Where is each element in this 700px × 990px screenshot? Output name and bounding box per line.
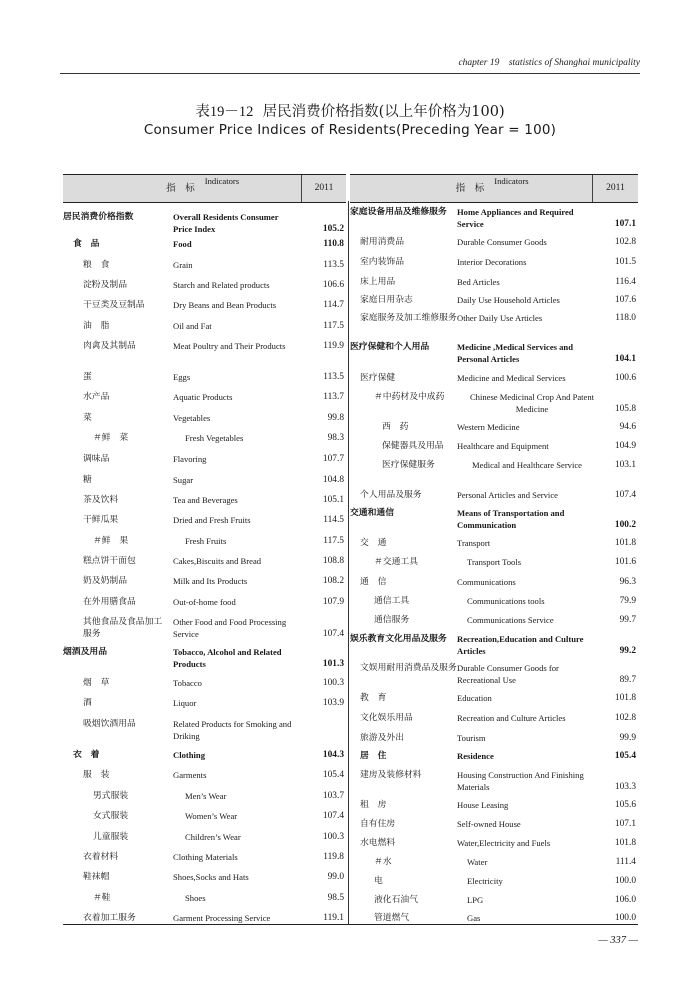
value-2011: 100.3 bbox=[322, 832, 344, 842]
value-2011: 79.9 bbox=[619, 596, 636, 606]
indicator-cn: 通 信 bbox=[360, 577, 387, 587]
value-2011: 101.3 bbox=[322, 659, 344, 669]
indicator-cn: 教 育 bbox=[360, 693, 387, 703]
indicator-cn: 菜 bbox=[83, 413, 92, 423]
value-2011: 108.8 bbox=[322, 556, 344, 566]
indicator-en: Durable Consumer Goods for Recreational Use bbox=[457, 663, 559, 685]
value-2011: 119.8 bbox=[323, 852, 344, 862]
indicator-en: Water bbox=[467, 857, 488, 867]
indicator-en: Tea and Beverages bbox=[173, 495, 238, 505]
indicator-en: Out-of-home food bbox=[173, 597, 236, 607]
indicator-en: Self-owned House bbox=[457, 819, 521, 829]
value-2011: 89.7 bbox=[619, 675, 636, 685]
indicator-cn: 粮 食 bbox=[83, 260, 110, 270]
indicator-cn: 衣 着 bbox=[73, 750, 100, 760]
title-prefix: 表 bbox=[195, 104, 210, 120]
value-2011: 110.8 bbox=[323, 239, 344, 249]
indicator-cn: 自有住房 bbox=[360, 819, 396, 829]
indicator-cn: 吸烟饮酒用品 bbox=[83, 719, 136, 729]
value-2011: 116.4 bbox=[615, 277, 636, 287]
value-2011: 113.5 bbox=[323, 260, 344, 270]
indicator-en: Housing Construction And Finishing Materials bbox=[457, 770, 584, 792]
indicator-cn: 电 bbox=[374, 876, 383, 886]
value-2011: 105.6 bbox=[614, 800, 636, 810]
indicator-en: LPG bbox=[467, 895, 484, 905]
indicator-en: Communications bbox=[457, 577, 516, 587]
indicator-cn: 蛋 bbox=[83, 372, 92, 382]
value-2011: 99.0 bbox=[327, 872, 344, 882]
indicator-cn: 耐用消费品 bbox=[360, 237, 404, 247]
indicator-cn: 男式服装 bbox=[93, 791, 129, 801]
header-rule bbox=[60, 73, 640, 74]
indicator-en: Tourism bbox=[457, 733, 486, 743]
value-2011: 111.4 bbox=[615, 857, 636, 867]
indicator-cn: 通信工具 bbox=[374, 596, 410, 606]
indicator-cn: 个人用品及服务 bbox=[360, 490, 422, 500]
value-2011: 117.5 bbox=[323, 321, 344, 331]
indicator-en: Shoes bbox=[185, 893, 206, 903]
indicator-cn: 文化娱乐用品 bbox=[360, 713, 413, 723]
value-2011: 107.1 bbox=[614, 819, 636, 829]
indicator-cn: 服 装 bbox=[83, 770, 110, 780]
indicator-cn: 水电燃料 bbox=[360, 838, 396, 848]
indicator-en: Tobacco, Alcohol and Related Products bbox=[173, 647, 282, 669]
value-2011: 107.6 bbox=[614, 295, 636, 305]
indicator-en: Milk and Its Products bbox=[173, 576, 248, 586]
indicator-cn: 交 通 bbox=[360, 538, 387, 548]
indicator-en: Home Appliances and Required Service bbox=[457, 207, 574, 229]
indicator-en: Cakes,Biscuits and Bread bbox=[173, 556, 262, 566]
indicator-en: Residence bbox=[457, 751, 494, 761]
indicator-header bbox=[63, 175, 298, 202]
indicator-cn: 衣着加工服务 bbox=[83, 913, 136, 923]
indicator-cn: 糖 bbox=[83, 475, 92, 485]
indicator-en: Eggs bbox=[173, 372, 191, 382]
value-2011: 107.9 bbox=[322, 597, 344, 607]
running-title: statistics of Shanghai municipality bbox=[508, 58, 640, 68]
indicator-cn: 茶及饮料 bbox=[83, 495, 119, 505]
indicator-en: Daily Use Household Articles bbox=[457, 295, 560, 305]
indicator-cn: 糕点饼干面包 bbox=[83, 556, 136, 566]
indicator-header-en: Indicators bbox=[204, 176, 240, 186]
indicator-cn: 鞋袜帽 bbox=[83, 872, 110, 882]
value-2011: 103.3 bbox=[614, 782, 636, 792]
indicator-en: Clothing Materials bbox=[173, 852, 238, 862]
indicator-en: Communications Service bbox=[467, 615, 554, 625]
value-2011: 103.9 bbox=[322, 698, 344, 708]
column-separator bbox=[348, 201, 349, 924]
value-2011: 113.5 bbox=[323, 372, 344, 382]
page-number: — 337 — bbox=[598, 935, 638, 946]
indicator-en: Women’s Wear bbox=[185, 811, 238, 821]
indicator-header bbox=[350, 175, 590, 202]
indicator-en: Interior Decorations bbox=[457, 257, 527, 267]
value-2011: 106.0 bbox=[614, 895, 636, 905]
value-2011: 100.6 bbox=[614, 373, 636, 383]
value-2011: 106.6 bbox=[322, 280, 344, 290]
indicator-en: Other Food and Food Processing Service bbox=[173, 617, 287, 639]
indicator-cn: 在外用膳食品 bbox=[83, 597, 136, 607]
indicator-cn: 居 住 bbox=[360, 751, 387, 761]
value-2011: 118.0 bbox=[615, 313, 636, 323]
indicator-cn: 液化石油气 bbox=[374, 895, 418, 905]
value-2011: 94.6 bbox=[619, 422, 636, 432]
indicator-en: Medicine ,Medical Services and Personal Articles bbox=[457, 342, 573, 364]
value-2011: 101.5 bbox=[614, 257, 636, 267]
value-2011: 101.8 bbox=[614, 538, 636, 548]
indicator-en: House Leasing bbox=[457, 800, 509, 810]
value-2011: 100.0 bbox=[614, 876, 636, 886]
value-2011: 107.4 bbox=[322, 629, 344, 639]
value-2011: 99.2 bbox=[619, 646, 636, 656]
year-header: 2011 bbox=[301, 175, 346, 202]
value-2011: 107.4 bbox=[614, 490, 636, 500]
value-2011: 96.3 bbox=[619, 577, 636, 587]
indicator-cn: 肉禽及其制品 bbox=[83, 341, 136, 351]
indicator-en: Men’s Wear bbox=[185, 791, 227, 801]
chapter-label: chapter 19 bbox=[458, 58, 500, 68]
indicator-en: Aquatic Products bbox=[173, 392, 233, 402]
value-2011: 100.2 bbox=[614, 520, 636, 530]
indicator-cn: 食 品 bbox=[73, 239, 100, 249]
value-2011: 108.2 bbox=[322, 576, 344, 586]
value-2011: 99.7 bbox=[619, 615, 636, 625]
indicator-cn: 烟酒及用品 bbox=[63, 647, 107, 657]
indicator-cn: 租 房 bbox=[360, 800, 387, 810]
indicator-en: Electricity bbox=[467, 876, 503, 886]
indicator-cn: 奶及奶制品 bbox=[83, 576, 127, 586]
indicator-cn: 干豆类及豆制品 bbox=[83, 300, 145, 310]
value-2011: 104.9 bbox=[614, 441, 636, 451]
indicator-en: Transport bbox=[457, 538, 491, 548]
indicator-cn: 娱乐教育文化用品及服务 bbox=[350, 634, 447, 644]
table-title-cn bbox=[0, 100, 700, 121]
value-2011: 104.3 bbox=[322, 750, 344, 760]
value-2011: 98.5 bbox=[327, 893, 344, 903]
indicator-cn: 建房及装修材料 bbox=[360, 770, 422, 780]
value-2011: 107.7 bbox=[322, 454, 344, 464]
value-2011: 99.9 bbox=[619, 733, 636, 743]
indicator-cn: 干鲜瓜果 bbox=[83, 515, 119, 525]
indicator-cn: 通信服务 bbox=[374, 615, 410, 625]
indicator-cn: 其他食品及食品加工服务 bbox=[83, 617, 163, 639]
indicator-en: Means of Transportation and Communication bbox=[457, 508, 565, 530]
indicator-en: Oil and Fat bbox=[173, 321, 212, 331]
indicator-en: Communications tools bbox=[467, 596, 545, 606]
indicator-cn: 医疗保健服务 bbox=[382, 460, 435, 470]
indicator-en: Personal Articles and Service bbox=[457, 490, 558, 500]
indicator-en: Tobacco bbox=[173, 678, 202, 688]
indicator-en: Garments bbox=[173, 770, 207, 780]
indicator-en: Liquor bbox=[173, 698, 197, 708]
indicator-cn: 医疗保健和个人用品 bbox=[350, 342, 430, 352]
indicator-cn: 交通和通信 bbox=[350, 508, 394, 518]
value-2011: 100.0 bbox=[614, 913, 636, 923]
value-2011: 105.4 bbox=[614, 751, 636, 761]
table-number: 19－12 bbox=[209, 104, 254, 120]
indicator-en: Fresh Fruits bbox=[185, 536, 227, 546]
indicator-cn: 家庭日用杂志 bbox=[360, 295, 413, 305]
indicator-cn: ＃中药材及中成药 bbox=[374, 392, 445, 402]
value-2011: 101.6 bbox=[614, 557, 636, 567]
indicator-cn: 西 药 bbox=[382, 422, 409, 432]
value-2011: 119.1 bbox=[323, 913, 344, 923]
value-2011: 99.8 bbox=[327, 413, 344, 423]
indicator-en: Dried and Fresh Fruits bbox=[173, 515, 251, 525]
value-2011: 113.7 bbox=[323, 392, 344, 402]
value-2011: 114.7 bbox=[323, 300, 344, 310]
indicator-en: Medicine and Medical Services bbox=[457, 373, 566, 383]
indicator-en: Vegetables bbox=[173, 413, 211, 423]
value-2011: 105.8 bbox=[614, 404, 636, 414]
indicator-en: Healthcare and Equipment bbox=[457, 441, 549, 451]
indicator-cn: 儿童服装 bbox=[93, 832, 129, 842]
value-2011: 107.4 bbox=[322, 811, 344, 821]
indicator-en: Children’s Wear bbox=[185, 832, 241, 842]
value-2011: 104.1 bbox=[614, 354, 636, 364]
indicator-en: Food bbox=[173, 239, 192, 249]
column-header-left bbox=[63, 174, 346, 203]
indicator-cn: 酒 bbox=[83, 698, 92, 708]
indicator-en: Related Products for Smoking and Driking bbox=[173, 719, 292, 741]
indicator-cn: ＃鞋 bbox=[93, 893, 111, 903]
value-2011: 103.7 bbox=[322, 791, 344, 801]
indicator-en: Sugar bbox=[173, 475, 194, 485]
value-2011: 102.8 bbox=[614, 237, 636, 247]
value-2011: 105.2 bbox=[322, 224, 344, 234]
indicator-cn: 调味品 bbox=[83, 454, 110, 464]
table-title-en: Consumer Price Indices of Residents(Preceding Year = 100) bbox=[143, 122, 557, 138]
indicator-cn: 家庭设备用品及维修服务 bbox=[350, 207, 447, 217]
indicator-cn: 文娱用耐用消费品及服务 bbox=[360, 663, 457, 673]
indicator-en: Garment Processing Service bbox=[173, 913, 271, 923]
value-2011: 105.4 bbox=[322, 770, 344, 780]
indicator-cn: ＃交通工具 bbox=[374, 557, 418, 567]
indicator-header-en: Indicators bbox=[494, 176, 529, 186]
indicator-en: Durable Consumer Goods bbox=[457, 237, 547, 247]
indicator-en: Western Medicine bbox=[457, 422, 520, 432]
value-2011: 101.8 bbox=[614, 838, 636, 848]
indicator-cn: 居民消费价格指数 bbox=[63, 212, 134, 222]
indicator-en: Meat Poultry and Their Products bbox=[173, 341, 286, 351]
column-header-right bbox=[350, 174, 638, 203]
indicator-en: Recreation and Culture Articles bbox=[457, 713, 566, 723]
indicator-header-cn: 指 标 bbox=[166, 183, 195, 194]
value-2011: 114.5 bbox=[323, 515, 344, 525]
indicator-cn: 烟 草 bbox=[83, 678, 110, 688]
indicator-cn: ＃鲜 果 bbox=[93, 536, 129, 546]
indicator-en: Gas bbox=[467, 913, 481, 923]
indicator-en: Grain bbox=[173, 260, 193, 270]
value-2011: 117.5 bbox=[323, 536, 344, 546]
value-2011: 119.9 bbox=[323, 341, 344, 351]
value-2011: 98.3 bbox=[327, 433, 344, 443]
table-bottom-rule bbox=[63, 924, 638, 925]
value-2011: 107.1 bbox=[614, 219, 636, 229]
indicator-en: Fresh Vegetables bbox=[185, 433, 244, 443]
indicator-header-cn: 指 标 bbox=[455, 183, 485, 194]
indicator-cn: 管道燃气 bbox=[374, 913, 410, 923]
value-2011: 104.8 bbox=[322, 475, 344, 485]
indicator-en: Water,Electricity and Fuels bbox=[457, 838, 551, 848]
indicator-en: Flavoring bbox=[173, 454, 207, 464]
indicator-cn: 水产品 bbox=[83, 392, 110, 402]
indicator-en: Bed Articles bbox=[457, 277, 500, 287]
indicator-en: Chinese Medicinal Crop And Patent Medicine bbox=[469, 392, 595, 414]
indicator-cn: 家庭服务及加工维修服务 bbox=[360, 313, 457, 323]
indicator-cn: ＃水 bbox=[374, 857, 392, 867]
indicator-cn: 床上用品 bbox=[360, 277, 396, 287]
value-2011: 100.3 bbox=[322, 678, 344, 688]
running-header bbox=[60, 58, 640, 68]
title-text-cn: 居民消费价格指数(以上年价格为100) bbox=[262, 104, 505, 120]
indicator-en: Dry Beans and Bean Products bbox=[173, 300, 277, 310]
indicator-en: Overall Residents Consumer Price Index bbox=[173, 212, 279, 234]
indicator-cn: 衣着材料 bbox=[83, 852, 119, 862]
indicator-en: Other Daily Use Articles bbox=[457, 313, 543, 323]
indicator-cn: 医疗保健 bbox=[360, 373, 396, 383]
indicator-en: Shoes,Socks and Hats bbox=[173, 872, 249, 882]
value-2011: 101.8 bbox=[614, 693, 636, 703]
indicator-cn: 油 脂 bbox=[83, 321, 110, 331]
indicator-en: Clothing bbox=[173, 750, 205, 760]
indicator-cn: 淀粉及制品 bbox=[83, 280, 127, 290]
indicator-cn: 旅游及外出 bbox=[360, 733, 404, 743]
value-2011: 103.1 bbox=[614, 460, 636, 470]
value-2011: 105.1 bbox=[322, 495, 344, 505]
indicator-cn: 室内装饰品 bbox=[360, 257, 404, 267]
indicator-en: Transport Tools bbox=[467, 557, 522, 567]
indicator-cn: 保健器具及用品 bbox=[382, 441, 444, 451]
year-header: 2011 bbox=[592, 175, 638, 202]
indicator-cn: 女式服装 bbox=[93, 811, 129, 821]
value-2011: 102.8 bbox=[614, 713, 636, 723]
indicator-en: Medical and Healthcare Service bbox=[472, 460, 582, 470]
indicator-cn: ＃鲜 菜 bbox=[93, 433, 129, 443]
indicator-en: Education bbox=[457, 693, 492, 703]
indicator-en: Starch and Related products bbox=[173, 280, 270, 290]
indicator-en: Recreation,Education and Culture Articles bbox=[457, 634, 584, 656]
